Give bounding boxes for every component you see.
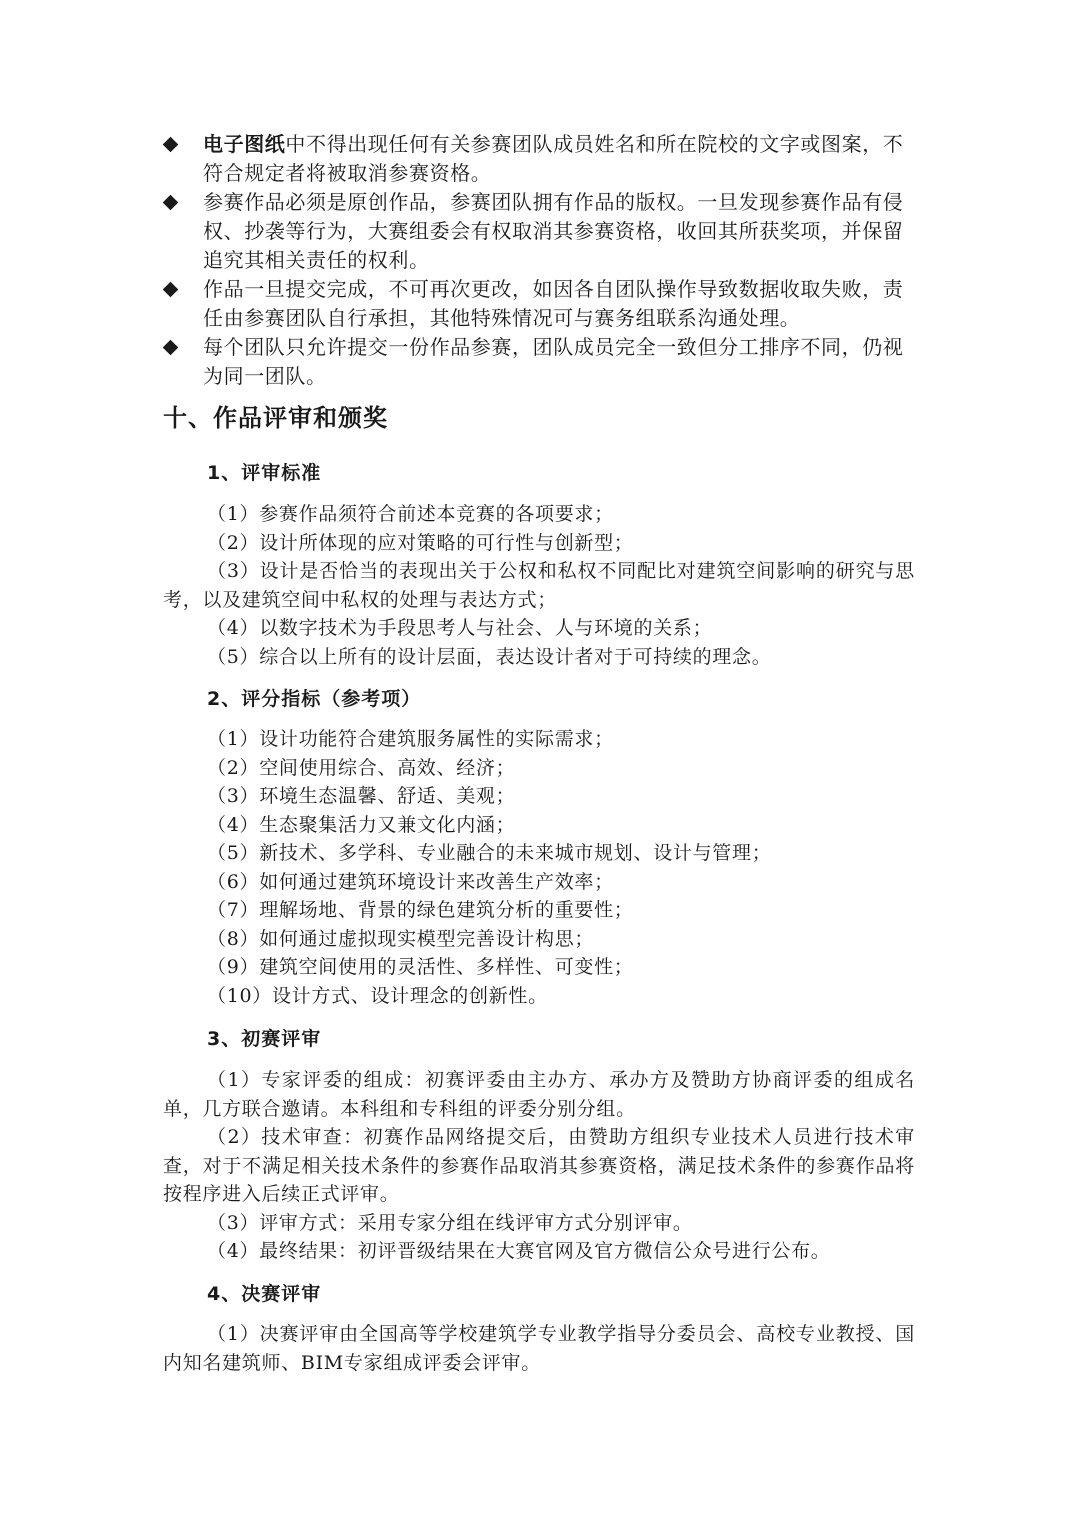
bold-term: 电子图纸 <box>203 132 286 156</box>
list-item: （7）理解场地、背景的绿色建筑分析的重要性； <box>207 899 634 921</box>
list-item: （3）设计是否恰当的表现出关于公权和私权不同配比对建筑空间影响的研究与思考，以及建筑空间中私权的处理与表达方式； <box>163 560 915 611</box>
list-item: （2）空间使用综合、高效、经济； <box>207 756 516 779</box>
list-item: （1）参赛作品须符合前述本竞赛的各项要求； <box>207 503 614 525</box>
list-item: （6）如何通过建筑环境设计来改善生产效率； <box>207 870 614 893</box>
section-title: 十、作品评审和颁奖 <box>163 404 388 432</box>
diamond-bullet-icon <box>163 195 179 211</box>
list-item: （2）技术审查：初赛作品网络提交后，由赞助方组织专业技术人员进行技术审查，对于不满足相关技术条件的参赛作品取消其参赛资格，满足技术条件的参赛作品将按程序进入后续正式评审。 <box>163 1126 915 1205</box>
requirements-bullet-list <box>163 130 923 391</box>
list-item: （4）以数字技术为手段思考人与社会、人与环境的关系； <box>207 617 713 639</box>
bullet-text: 作品一旦提交完成，不可再次更改，如因各自团队操作导致数据收取失败，责任由参赛团队自行承担，其他特殊情况可与赛务组联系沟通处理。 <box>203 277 904 330</box>
list-item: （10）设计方式、设计理念的创新性。 <box>207 984 548 1007</box>
list-item: （1）专家评委的组成：初赛评委由主办方、承办方及赞助方协商评委的组成名单，几方联合邀请。本科组和专科组的评委分别分组。 <box>163 1069 915 1120</box>
subsection-title-preliminary-review: 3、初赛评审 <box>207 1028 322 1050</box>
scoring-indicators-list <box>163 725 915 1010</box>
bullet-text: 参赛作品必须是原创作品，参赛团队拥有作品的版权。一旦发现参赛作品有侵权、抄袭等行为，大赛组委会有权取消其参赛资格，收回其所获奖项，并保留追究其相关责任的权利。 <box>203 190 904 272</box>
diamond-bullet-icon <box>163 340 179 356</box>
bullet-text: 每个团队只允许提交一份作品参赛，团队成员完全一致但分工排序不同，仍视为同一团队。 <box>203 335 904 388</box>
list-item: （2）设计所体现的应对策略的可行性与创新型； <box>207 531 634 554</box>
bullet-item <box>163 130 923 188</box>
review-criteria-list <box>163 500 915 671</box>
subsection-title-review-criteria: 1、评审标准 <box>207 462 322 484</box>
bullet-text: 中不得出现任何有关参赛团队成员姓名和所在院校的文字或图案，不符合规定者将被取消参赛资格。 <box>203 132 904 185</box>
list-item: （1）决赛评审由全国高等学校建筑学专业教学指导分委员会、高校专业教授、国内知名建筑师、BIM专家组成评委会评审。 <box>163 1323 915 1374</box>
final-review-list <box>163 1320 915 1377</box>
list-item: （8）如何通过虚拟现实模型完善设计构思； <box>207 927 595 950</box>
bullet-item <box>163 188 923 275</box>
bullet-item <box>163 333 923 391</box>
bullet-item <box>163 275 923 333</box>
diamond-bullet-icon <box>163 137 179 153</box>
list-item: （4）最终结果：初评晋级结果在大赛官网及官方微信公众号进行公布。 <box>207 1240 831 1262</box>
list-item: （4）生态聚集活力又兼文化内涵； <box>207 813 516 836</box>
subsection-title-final-review: 4、决赛评审 <box>207 1283 322 1305</box>
list-item: （1）设计功能符合建筑服务属性的实际需求； <box>207 728 614 750</box>
list-item: （5）新技术、多学科、专业融合的未来城市规划、设计与管理； <box>207 842 772 864</box>
list-item: （9）建筑空间使用的灵活性、多样性、可变性； <box>207 956 634 978</box>
diamond-bullet-icon <box>163 282 179 298</box>
subsection-title-scoring-indicators: 2、评分指标（参考项） <box>207 688 422 710</box>
list-item: （3）评审方式：采用专家分组在线评审方式分别评审。 <box>207 1211 693 1234</box>
list-item: （5）综合以上所有的设计层面，表达设计者对于可持续的理念。 <box>207 645 772 668</box>
preliminary-review-list <box>163 1066 915 1266</box>
list-item: （3）环境生态温馨、舒适、美观； <box>207 785 516 807</box>
